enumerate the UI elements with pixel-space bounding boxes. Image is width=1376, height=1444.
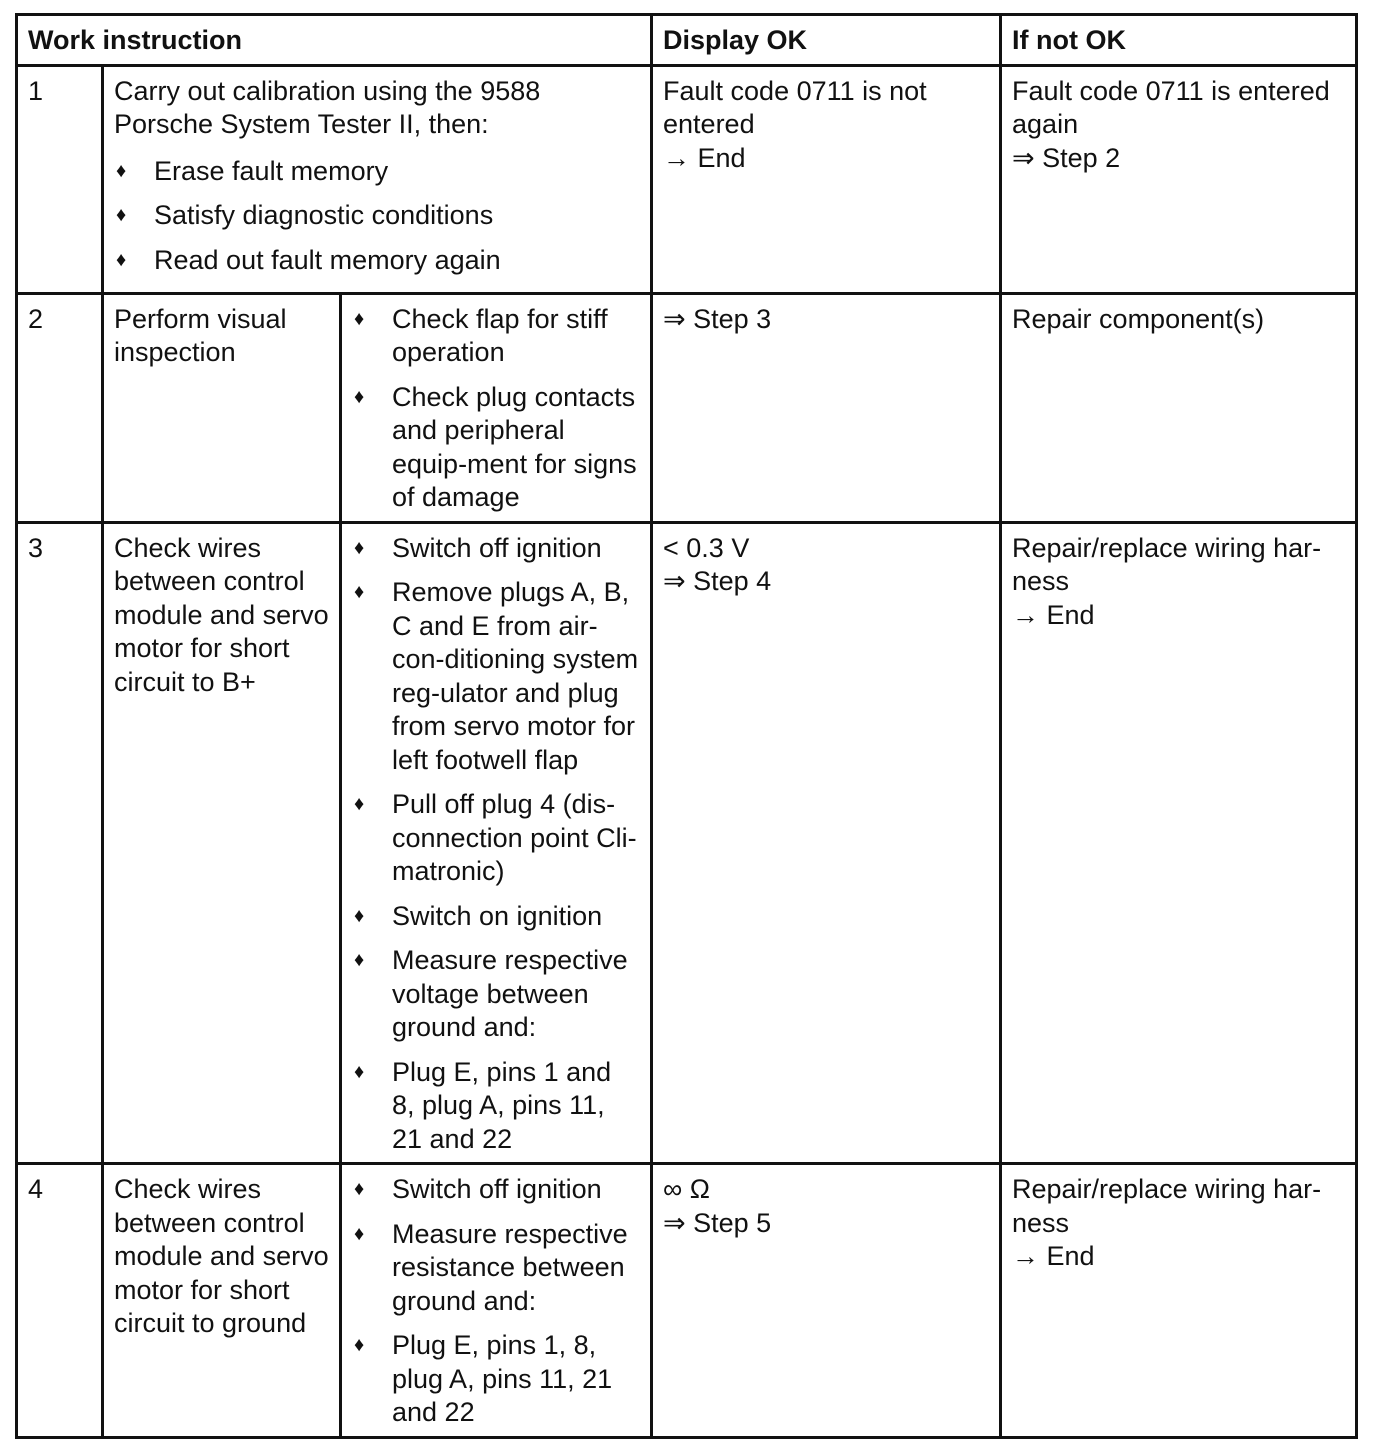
list-item: [352, 381, 640, 515]
instruction-text: Plug E, pins 1, 8, plug A, pins 11, 21 and 22: [392, 1330, 613, 1427]
step-number: 2: [17, 293, 103, 522]
instruction-text: Measure respective resistance between ground and:: [392, 1218, 628, 1316]
step-instructions: [341, 522, 652, 1164]
list-item: [352, 1218, 640, 1319]
list-item: [352, 944, 640, 1045]
instruction-list: [114, 155, 640, 278]
instruction-text: Switch on ignition: [392, 900, 603, 931]
diamond-bullet-icon: ♦: [354, 793, 365, 815]
instruction-text: Plug E, pins 1 and 8, plug A, pins 11, 21 and 22: [392, 1056, 612, 1154]
instruction-text: Satisfy diagnostic conditions: [154, 200, 494, 230]
if-not-ok-cell: [1001, 65, 1357, 293]
display-ok-cell: [652, 1164, 1001, 1438]
display-ok-cell: [652, 522, 1001, 1164]
list-item: [114, 199, 640, 233]
instruction-text: Measure respective voltage between ground and:: [392, 945, 628, 1042]
diamond-bullet-icon: ♦: [116, 248, 127, 271]
if-not-ok-cell: [1001, 522, 1357, 1164]
table-row: [17, 522, 1357, 1164]
instruction-list: [352, 532, 640, 1157]
ok-action: → End: [663, 142, 746, 173]
step-title: Check wires between control module and servo motor for short circuit to B+: [103, 522, 341, 1164]
step-number: 1: [17, 65, 103, 293]
ok-action: ⇒ Step 3: [663, 303, 772, 334]
list-item: [114, 244, 640, 278]
ok-text: < 0.3 V: [663, 532, 750, 563]
table-row: [17, 65, 1357, 293]
not-ok-text: Repair/replace wiring har-ness: [1012, 1174, 1322, 1238]
instruction-text: Erase fault memory: [154, 155, 389, 186]
table-header-row: [17, 15, 1357, 66]
step-title: Perform visual inspection: [103, 293, 341, 522]
diamond-bullet-icon: ♦: [354, 1060, 365, 1083]
list-item: [352, 1056, 640, 1157]
not-ok-action: → End: [1012, 1241, 1095, 1271]
diamond-bullet-icon: ♦: [116, 159, 127, 182]
display-ok-cell: [652, 65, 1001, 293]
list-item: [352, 1329, 640, 1430]
instruction-text: Check plug contacts and peripheral equip-ment for signs of damage: [392, 381, 637, 512]
diamond-bullet-icon: ♦: [354, 581, 365, 603]
step-instructions: [341, 293, 652, 522]
diamond-bullet-icon: ♦: [354, 536, 365, 559]
ok-action: ⇒ Step 4: [663, 566, 772, 596]
not-ok-action: ⇒ Step 2: [1012, 142, 1121, 173]
header-display-ok: Display OK: [652, 15, 1001, 66]
table-row: [17, 293, 1357, 522]
list-item: [352, 532, 640, 566]
instruction-text: Check flap for stiff operation: [392, 303, 608, 367]
instruction-list: [352, 303, 640, 515]
diamond-bullet-icon: ♦: [354, 1222, 365, 1245]
if-not-ok-cell: [1001, 293, 1357, 522]
instruction-text: Remove plugs A, B, C and E from air-con-ditioning system reg-ulator and plug from servo motor for left footwell flap: [392, 577, 639, 775]
step-number: 4: [17, 1164, 103, 1438]
diamond-bullet-icon: ♦: [354, 1334, 365, 1356]
diamond-bullet-icon: ♦: [354, 904, 365, 927]
list-item: [352, 900, 640, 934]
if-not-ok-cell: [1001, 1164, 1357, 1438]
header-work-instruction: Work instruction: [17, 15, 652, 66]
instruction-text: Switch off ignition: [392, 1174, 602, 1204]
list-item: [352, 1173, 640, 1207]
table-row: [17, 1164, 1357, 1438]
instruction-text: Switch off ignition: [392, 532, 602, 563]
work-instruction-table: [15, 13, 1358, 1439]
list-item: [352, 576, 640, 777]
instruction-text: Pull off plug 4 (dis-connection point Cli-matronic): [392, 789, 637, 886]
list-item: [352, 788, 640, 889]
step-title: Check wires between control module and servo motor for short circuit to ground: [103, 1164, 341, 1438]
not-ok-text: Repair component(s): [1012, 303, 1265, 334]
ok-action: ⇒ Step 5: [663, 1207, 772, 1238]
diamond-bullet-icon: ♦: [354, 1178, 365, 1200]
diamond-bullet-icon: ♦: [354, 307, 365, 330]
list-item: [114, 155, 640, 189]
not-ok-text: Fault code 0711 is entered again: [1012, 75, 1330, 139]
diamond-bullet-icon: ♦: [116, 204, 127, 226]
step-number: 3: [17, 522, 103, 1164]
diamond-bullet-icon: ♦: [354, 949, 365, 971]
header-if-not-ok: If not OK: [1001, 15, 1357, 66]
ok-text: ∞ Ω: [663, 1174, 710, 1204]
ok-text: Fault code 0711 is not entered: [663, 75, 927, 139]
instruction-intro: Carry out calibration using the 9588 Porsche System Tester II, then:: [114, 75, 541, 139]
work-instruction-cell: [103, 65, 652, 293]
not-ok-text: Repair/replace wiring har-ness: [1012, 532, 1322, 596]
list-item: [352, 303, 640, 370]
diamond-bullet-icon: ♦: [354, 385, 365, 408]
display-ok-cell: [652, 293, 1001, 522]
step-instructions: [341, 1164, 652, 1438]
instruction-list: [352, 1173, 640, 1430]
instruction-text: Read out fault memory again: [154, 244, 501, 275]
not-ok-action: → End: [1012, 599, 1095, 630]
